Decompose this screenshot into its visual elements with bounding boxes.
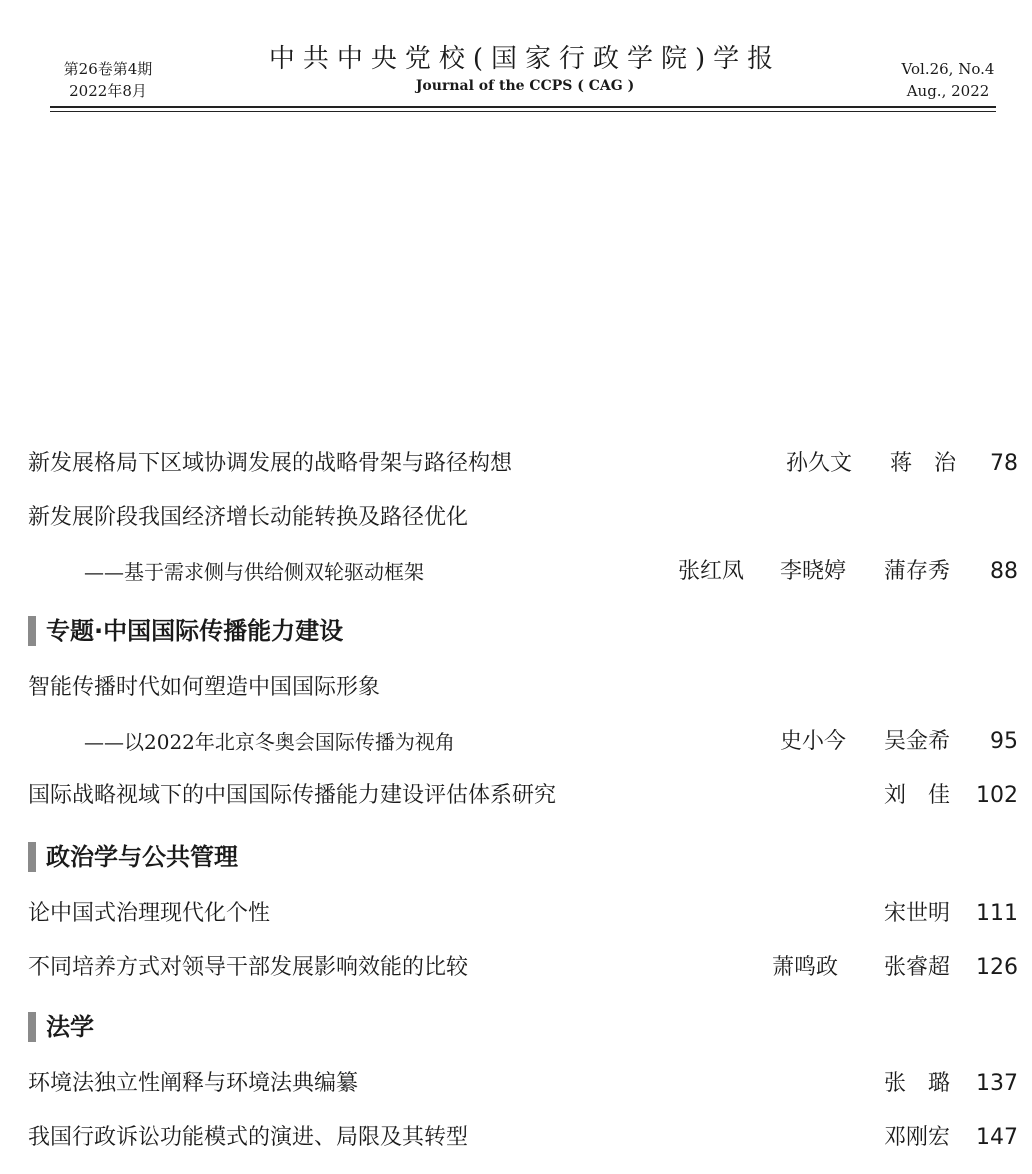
page-number: 126: [976, 955, 1018, 980]
author: 刘 佳: [884, 783, 951, 808]
author: 张睿超: [884, 955, 951, 980]
publication-date: 2022年8月: [69, 82, 147, 100]
journal-subtitle: Journal of the CCPS ( CAG ): [415, 78, 635, 94]
issue-info-en: [900, 58, 996, 102]
page-number: 102: [976, 783, 1018, 808]
page-number: 111: [976, 901, 1018, 926]
section-marker: [28, 842, 36, 872]
toc-entry[interactable]: [28, 1064, 1018, 1104]
article-title[interactable]: 我国行政诉讼功能模式的演进、局限及其转型: [28, 1125, 469, 1150]
article-title[interactable]: 环境法独立性阐释与环境法典编纂: [28, 1071, 359, 1096]
article-subtitle: ——基于需求侧与供给侧双轮驱动框架: [84, 560, 424, 584]
section-marker: [28, 616, 36, 646]
toc-entry[interactable]: [28, 444, 1018, 484]
section-title: 政治学与公共管理: [46, 843, 238, 871]
author: 蒋 治: [890, 451, 957, 476]
toc-entry[interactable]: [28, 1118, 1018, 1158]
toc-entry[interactable]: [28, 498, 1018, 538]
journal-title: 中共中央党校(国家行政学院)学报: [268, 44, 782, 74]
page-number: 147: [976, 1125, 1018, 1150]
author: 史小今: [780, 729, 847, 754]
article-title[interactable]: 新发展阶段我国经济增长动能转换及路径优化: [28, 505, 469, 530]
toc-entry[interactable]: [28, 776, 1018, 816]
toc-entry-subtitle: [28, 552, 1018, 592]
toc-entry[interactable]: [28, 948, 1018, 988]
author: 张红凤: [678, 559, 745, 584]
publication-date-en: Aug., 2022: [906, 82, 990, 100]
author: 孙久文: [786, 451, 853, 476]
issue-info: [52, 58, 164, 102]
author: 张 璐: [884, 1071, 951, 1096]
author: 邓刚宏: [884, 1125, 951, 1150]
article-title[interactable]: 新发展格局下区域协调发展的战略骨架与路径构想: [28, 451, 513, 476]
article-title[interactable]: 智能传播时代如何塑造中国国际形象: [28, 675, 381, 700]
volume-issue: 第26卷第4期: [63, 60, 153, 78]
article-subtitle: ——以2022年北京冬奥会国际传播为视角: [84, 730, 455, 754]
section-title: 专题·中国国际传播能力建设: [46, 617, 344, 645]
journal-masthead: [230, 44, 820, 94]
article-title[interactable]: 不同培养方式对领导干部发展影响效能的比较: [28, 955, 469, 980]
article-title[interactable]: 国际战略视域下的中国国际传播能力建设评估体系研究: [28, 783, 557, 808]
author: 蒲存秀: [884, 559, 951, 584]
author: 萧鸣政: [772, 955, 839, 980]
page-number: 78: [990, 451, 1018, 476]
section-marker: [28, 1012, 36, 1042]
header-rule-thick: [50, 106, 996, 108]
author: 宋世明: [884, 901, 951, 926]
page-number: 137: [976, 1071, 1018, 1096]
toc-entry-subtitle: [28, 722, 1018, 762]
author: 李晓婷: [780, 559, 847, 584]
article-title[interactable]: 论中国式治理现代化个性: [28, 901, 271, 926]
toc-entry[interactable]: [28, 894, 1018, 934]
volume-issue-en: Vol.26, No.4: [901, 60, 995, 78]
page-number: 95: [990, 729, 1018, 754]
author: 吴金希: [884, 729, 951, 754]
page-number: 88: [990, 559, 1018, 584]
header-rule-thin: [50, 111, 996, 112]
toc-entry[interactable]: [28, 668, 1018, 708]
section-title: 法学: [46, 1013, 94, 1041]
